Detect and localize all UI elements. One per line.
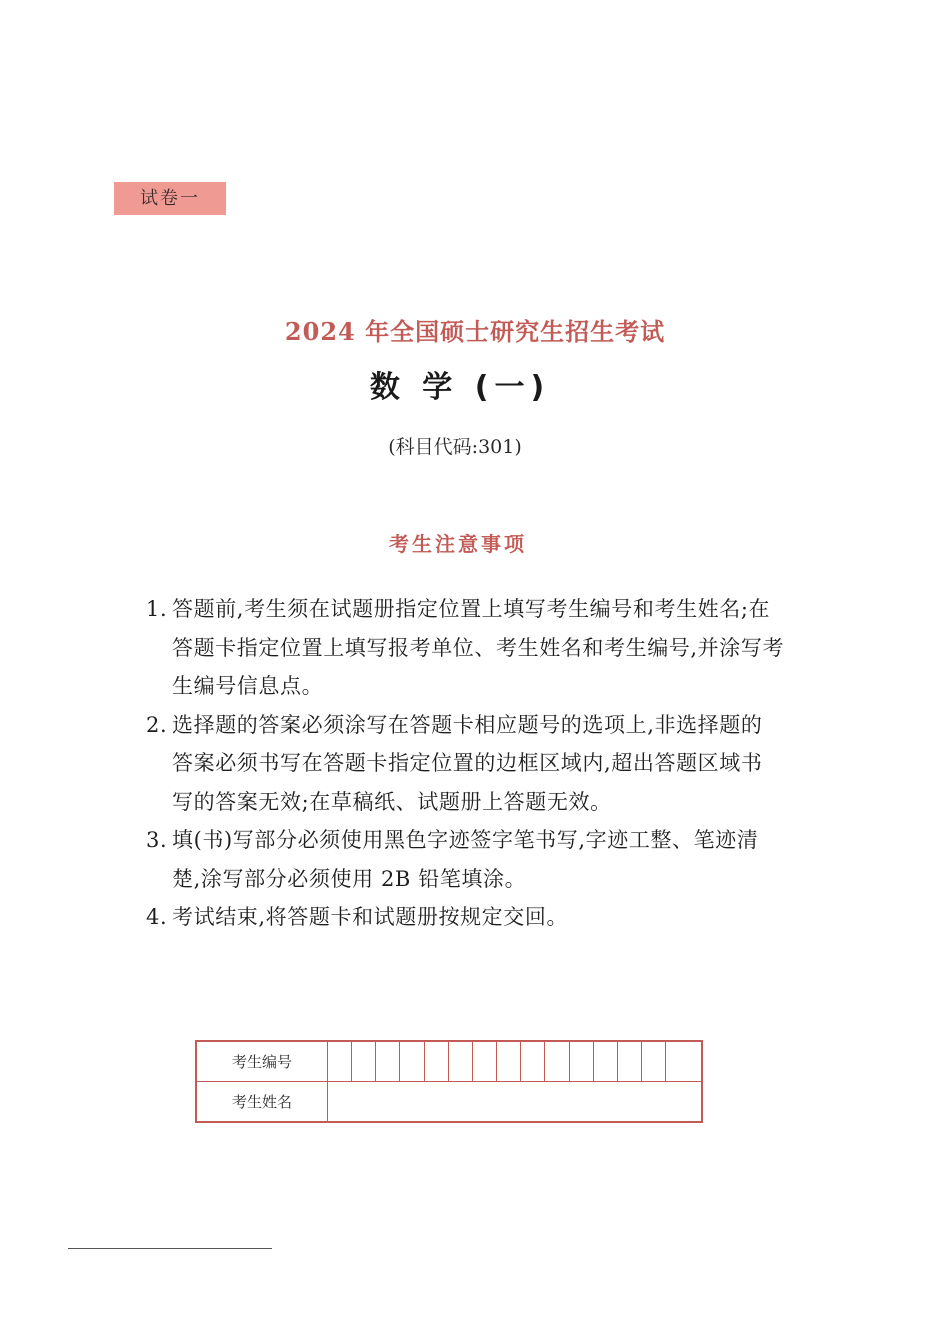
notice-line: 写的答案无效;在草稿纸、试题册上答题无效。: [172, 789, 612, 814]
notice-line: 选择题的答案必须涂写在答题卡相应题号的选项上,非选择题的: [172, 712, 763, 737]
notice-line: 答题前,考生须在试题册指定位置上填写考生编号和考生姓名;在: [172, 597, 771, 621]
notice-list: [146, 590, 808, 937]
notice-text: [172, 821, 808, 898]
candidate-info-table: [195, 1040, 703, 1123]
notice-number: 2.: [146, 712, 168, 737]
candidate-id-digit-cell[interactable]: [666, 1041, 702, 1082]
candidate-id-digit-cell[interactable]: [545, 1041, 569, 1082]
notice-line: 答案必须书写在答题卡指定位置的边框区域内,超出答题区域书: [172, 751, 763, 775]
subject-code: (科目代码:301): [388, 436, 522, 458]
candidate-id-digit-cell[interactable]: [497, 1041, 521, 1082]
candidate-id-digit-cell[interactable]: [376, 1041, 400, 1082]
notice-line: 填(书)写部分必须使用黑色字迹签字笔书写,字迹工整、笔迹清: [172, 828, 759, 852]
candidate-id-digit-cell[interactable]: [617, 1041, 641, 1082]
candidate-id-digit-cell[interactable]: [593, 1041, 617, 1082]
candidate-name-row: [196, 1082, 702, 1123]
notice-number: 3.: [146, 828, 168, 852]
candidate-id-digit-cell[interactable]: [400, 1041, 424, 1082]
subject-title: 数 学 (一): [369, 370, 551, 405]
notice-line: 生编号信息点。: [172, 674, 324, 698]
notice-text: [172, 898, 808, 937]
candidate-name-field[interactable]: [328, 1082, 703, 1123]
candidate-id-digit-cell[interactable]: [472, 1041, 496, 1082]
notice-text: [172, 706, 808, 822]
candidate-id-digit-cell[interactable]: [642, 1041, 666, 1082]
notice-item: [146, 706, 808, 822]
notice-number: 4.: [146, 905, 168, 929]
exam-title: 2024 年全国硕士研究生招生考试: [284, 317, 666, 346]
candidate-id-digit-cell[interactable]: [352, 1041, 376, 1082]
candidate-id-row: [196, 1041, 702, 1082]
notice-line: 考试结束,将答题卡和试题册按规定交回。: [172, 905, 569, 929]
notice-title: 考生注意事项: [389, 532, 527, 556]
candidate-id-digit-cell[interactable]: [424, 1041, 448, 1082]
candidate-id-digit-cell[interactable]: [521, 1041, 545, 1082]
notice-item: [146, 898, 808, 937]
notice-item: [146, 821, 808, 898]
candidate-id-digit-cell[interactable]: [448, 1041, 472, 1082]
candidate-id-label: 考生编号: [196, 1041, 328, 1082]
paper-tag: 试卷一: [114, 182, 226, 215]
notice-line: 答题卡指定位置上填写报考单位、考生姓名和考生编号,并涂写考: [172, 635, 785, 660]
notice-item: [146, 590, 808, 706]
notice-number: 1.: [146, 597, 168, 621]
notice-line: 楚,涂写部分必须使用 2B 铅笔填涂。: [172, 866, 527, 891]
candidate-name-label: 考生姓名: [196, 1082, 328, 1123]
candidate-id-digit-cell[interactable]: [569, 1041, 593, 1082]
candidate-id-digit-cell[interactable]: [328, 1041, 352, 1082]
footer-rule: [68, 1248, 272, 1249]
notice-text: [172, 590, 808, 706]
